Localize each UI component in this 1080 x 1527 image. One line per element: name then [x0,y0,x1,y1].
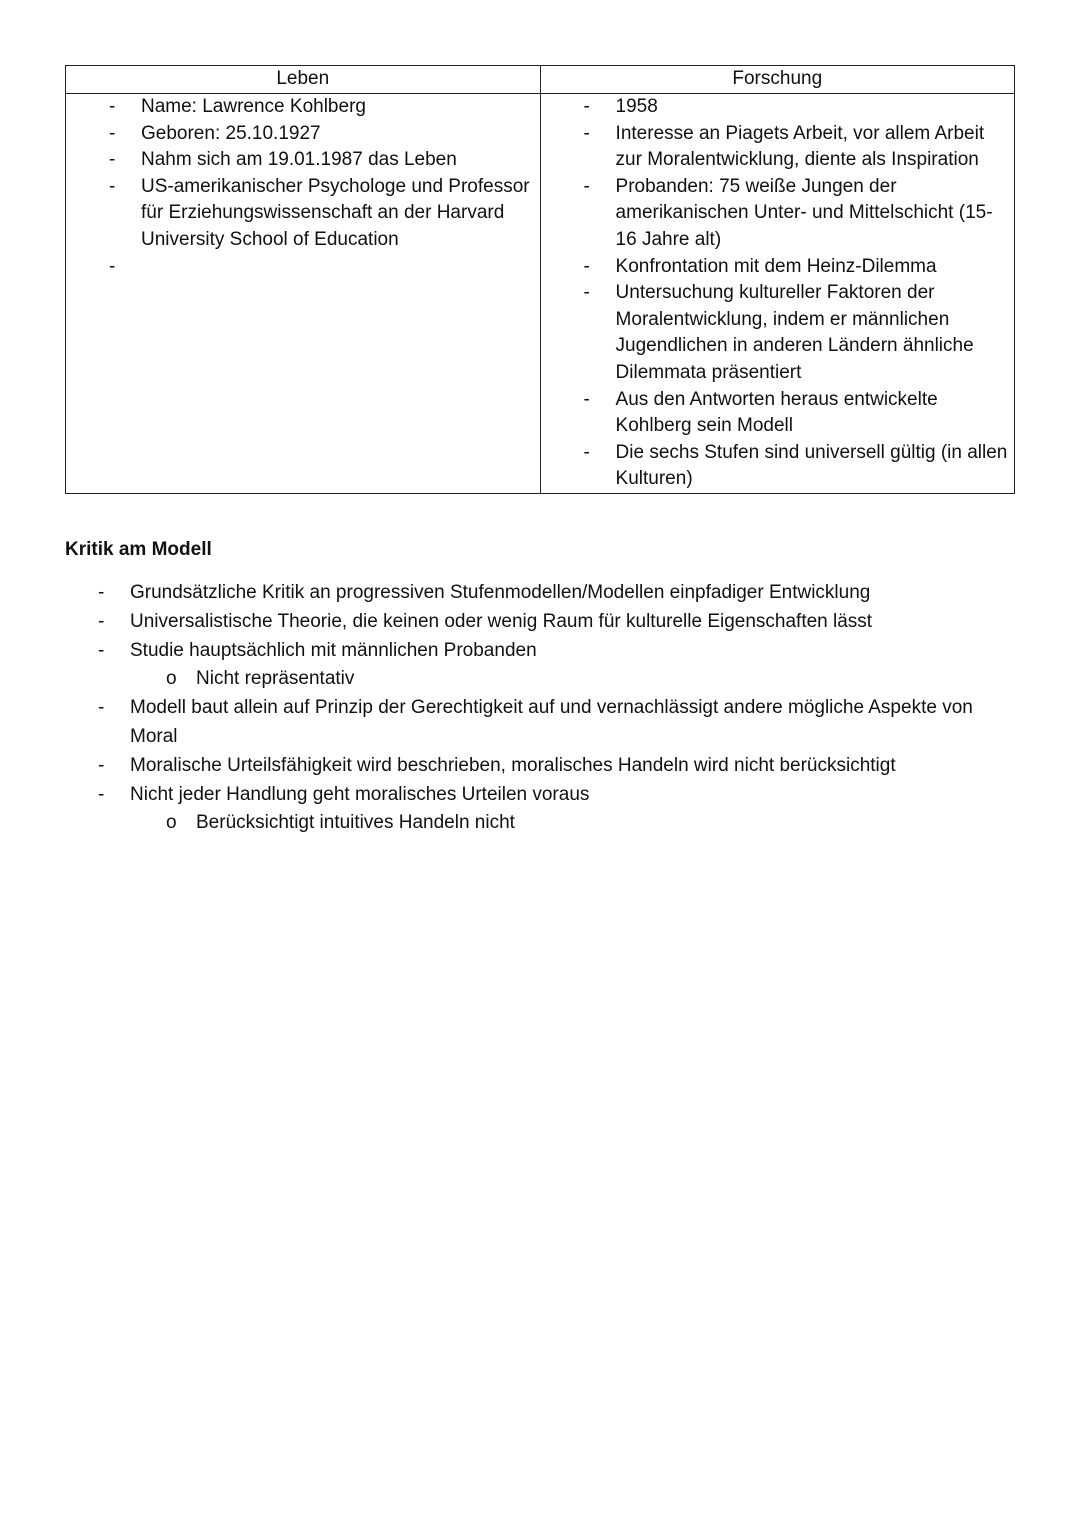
header-forschung: Forschung [540,66,1014,94]
list-item: - Geboren: 25.10.1927 [66,121,534,148]
list-item: - Die sechs Stufen sind universell gültig (in allen Kulturen) [541,440,1008,493]
list-item: - Modell baut allein auf Prinzip der Gerechtigkeit auf und vernachlässigt andere mögliche Aspekte von Moral [65,694,1005,752]
list-item: - US-amerikanischer Psychologe und Professor für Erziehungswissenschaft an der Harvard University School of Education [66,174,534,254]
critique-heading: Kritik am Modell [65,539,212,560]
table-body-row [66,94,1015,494]
list-item: - Untersuchung kultureller Faktoren der Moralentwicklung, indem er männlichen Jugendlichen in anderen Ländern ähnliche Dilemmata präsentiert [541,280,1008,386]
list-item: - 1958 [541,94,1008,121]
list-item: - Universalistische Theorie, die keinen oder wenig Raum für kulturelle Eigenschaften lässt [65,608,1005,637]
list-item: - Name: Lawrence Kohlberg [66,94,534,121]
forschung-list [541,94,1008,493]
list-item: - Konfrontation mit dem Heinz-Dilemma [541,254,1008,281]
leben-list [66,94,534,280]
forschung-cell [540,94,1014,494]
list-item: - Aus den Antworten heraus entwickelte Kohlberg sein Modell [541,387,1008,440]
list-item: - Grundsätzliche Kritik an progressiven Stufenmodellen/Modellen einpfadiger Entwicklung [65,579,1005,608]
table-header-row [66,66,1015,94]
list-item-empty [66,254,534,281]
list-item: - Nicht jeder Handlung geht moralisches Urteilen voraus [65,781,1005,810]
sub-list-item: o Nicht repräsentativ [65,665,1005,694]
list-item: - Studie hauptsächlich mit männlichen Probanden [65,637,1005,666]
list-item: - Moralische Urteilsfähigkeit wird beschrieben, moralisches Handeln wird nicht berücksichtigt [65,752,1005,781]
sub-list-item: o Berücksichtigt intuitives Handeln nicht [65,809,1005,838]
biography-table [65,65,1015,494]
leben-cell [66,94,541,494]
critique-list [65,579,1005,838]
list-item: - Nahm sich am 19.01.1987 das Leben [66,147,534,174]
list-item: - Interesse an Piagets Arbeit, vor allem Arbeit zur Moralentwicklung, diente als Inspiration [541,121,1008,174]
list-item: - Probanden: 75 weiße Jungen der amerikanischen Unter- und Mittelschicht (15-16 Jahre alt) [541,174,1008,254]
header-leben: Leben [66,66,541,94]
